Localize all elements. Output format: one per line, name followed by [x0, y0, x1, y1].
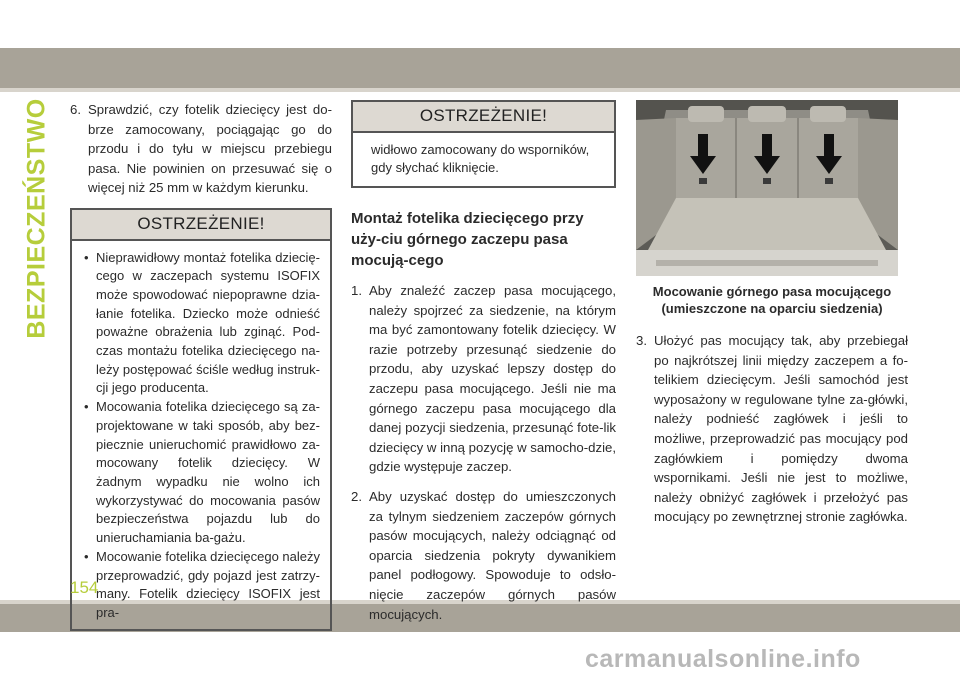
warning-title: OSTRZEŻENIE! — [72, 210, 330, 241]
step-number: 1. — [351, 283, 362, 298]
watermark: carmanualsonline.info — [585, 645, 861, 673]
warning-bullet: • Mocowania fotelika dziecięcego są za-projektowane w taki sposób, aby bez-piecznie unieruchomić prawidłowo za-mocowany fotelik dziecięcy. W żadnym wypadku nie wolno ich wykorzystywać do mocowania pasów bezpieczeństwa pojazdu lub do unieruchamiania ba-gażu. — [84, 398, 320, 548]
step-6 — [70, 100, 332, 198]
warning-body — [72, 241, 330, 629]
header-divider — [0, 88, 960, 92]
step-number: 3. — [636, 333, 647, 348]
warning-bullet-text: Mocowanie fotelika dziecięcego należy przeprowadzić, gdy pojazd jest zatrzy-many. Fotelik dziecięcy ISOFIX jest pra- — [96, 548, 321, 620]
step-number: 2. — [351, 488, 362, 504]
warning-bullet: • Nieprawidłowy montaż fotelika dziecię-cego w zaczepach systemu ISOFIX może spowodować niepoprawne dzia-łanie fotelika. Dziecko może odnieść poważne obrażenia lub zginąć. Pod-czas montażu fotelika dziecięcego na-leży postępować ściśle według instruk-cji jego producenta. — [84, 249, 320, 399]
step-text: Aby znaleźć zaczep pasa mocującego, należy spojrzeć za siedzenie, na którym ma być zamontowany fotelik dziecięcy. W razie potrzeby przesunąć siedzenie do przodu, aby uzyskać lepszy dostęp do zaczepu pasa mocującego. Jeśli nie ma górnego zaczepu pasa mocującego dla danej pozycji siedzenia, przesunąć fote-lik dziecięcy w inną pozycję w samocho-dzie, gdzie występuje zaczep. — [369, 283, 617, 475]
warning-box — [70, 208, 332, 631]
warning-bullet-text: Mocowania fotelika dziecięcego są za-projektowane w taki sposób, aby bez-piecznie unieruchomić prawidłowo za-mocowany fotelik dziecięcy. W żadnym wypadku nie wolno ich wykorzystywać do mocowania pasów bezpieczeństwa pojazdu lub do unieruchamiania ba-gażu. — [96, 399, 320, 546]
warning-bullet: • Mocowanie fotelika dziecięcego należy przeprowadzić, gdy pojazd jest zatrzy-many. Fotelik dziecięcy ISOFIX jest pra- — [84, 548, 320, 623]
section-tab-label: BEZPIECZEŃSTWO — [22, 97, 51, 339]
column-left — [70, 100, 332, 631]
header-band — [0, 48, 960, 88]
page-number: 154 — [70, 578, 99, 597]
warning-box-continued — [351, 100, 616, 188]
section-tab — [22, 97, 52, 339]
step-1 — [351, 281, 616, 477]
step-text: Aby uzyskać dostęp do umieszczonych za tylnym siedzeniem zaczepów górnych pasów mocujących, należy odciągnąć od oparcia siedzenia pokryty dywanikiem panel podłogowy. Spowoduje to odsło-nięcie zaczepów górnych pasów mocujących. — [369, 488, 616, 622]
step-text: Sprawdzić, czy fotelik dziecięcy jest do-brze zamocowany, pociągając go do przodu i do tyłu w miejscu przebiegu pasa. Nie powinien on przesuwać się o więcej niż 25 mm w każdym kierunku. — [88, 102, 332, 196]
warning-bullet-text: Nieprawidłowy montaż fotelika dziecię-cego w zaczepach systemu ISOFIX może spowodować niepoprawne dzia-łanie fotelika. Dziecko może odnieść poważne obrażenia lub zginąć. Pod-czas montażu fotelika dziecięcego na-leży postępować ściśle według instruk-cji jego producenta. — [96, 249, 320, 396]
column-middle — [351, 100, 616, 634]
photo-caption: Mocowanie górnego pasa mocującego (umieszczone na oparciu siedzenia) — [652, 284, 892, 316]
warning-body: widłowo zamocowany do wsporników, gdy słychać kliknięcie. — [371, 141, 590, 176]
cargo-area-photo — [636, 100, 898, 276]
step-number: 6. — [70, 102, 81, 117]
warning-title: OSTRZEŻENIE! — [353, 102, 614, 133]
section-heading: Montaż fotelika dziecięcego przy uży-ciu górnego zaczepu pasa mocują-cego — [351, 210, 584, 269]
step-3 — [636, 331, 908, 527]
step-text: Ułożyć pas mocujący tak, aby przebiegał po najkrótszej linii między zaczepem a fo-telikiem dziecięcym. Jeśli samochód jest wyposażony w regulowane tylne za-główki, należy podnieść zagłówek i jeśli to możliwe, przeprowadzić pas mocujący pod zagłówkiem i pomiędzy dwoma wspornikami. Jeśli nie jest to możliwe, należy obniżyć zagłówek i przełożyć pas mocujący po zewnętrznej stronie zagłówka. — [654, 333, 908, 525]
step-2 — [351, 487, 616, 624]
column-right — [636, 100, 908, 537]
cargo-area-illustration — [636, 100, 898, 276]
